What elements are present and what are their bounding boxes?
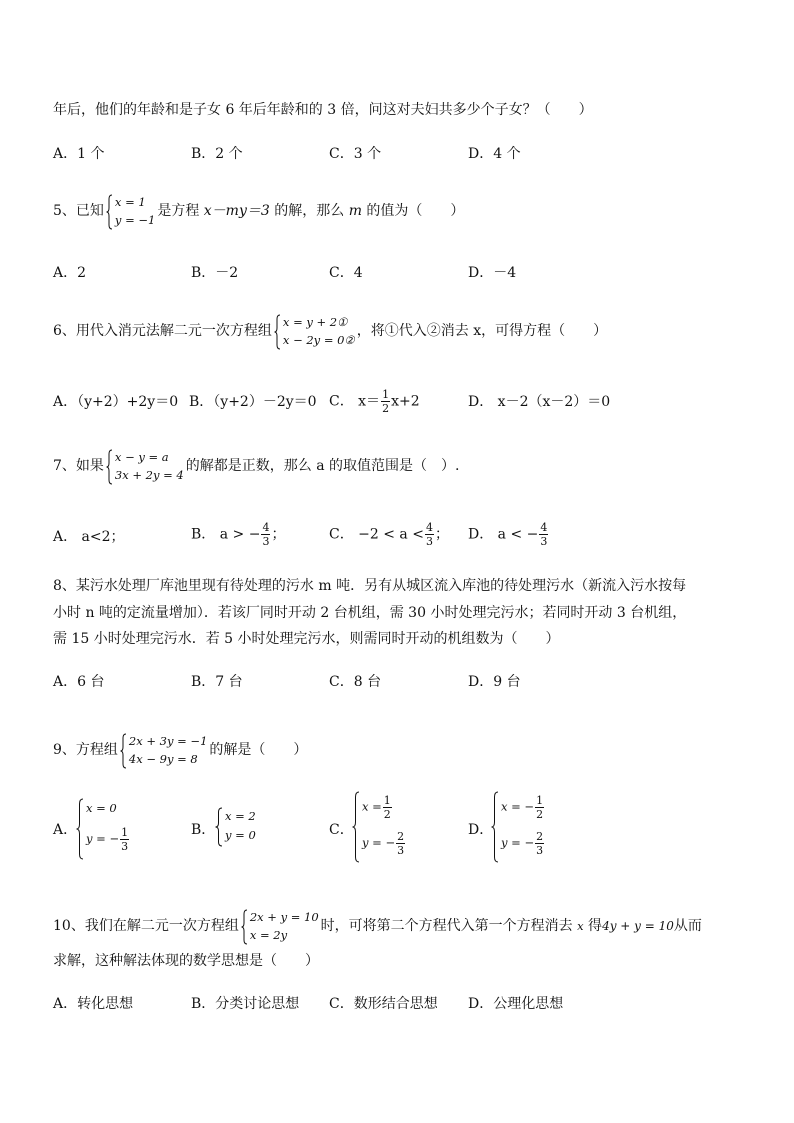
q9-option-b-system [215, 807, 265, 847]
fraction-numerator: 4 [262, 521, 270, 534]
q8-option-b: B．7 台 [191, 674, 243, 690]
question-8-line-1: 8、某污水处理厂库池里现有待处理的污水 m 吨．另有从城区流入库池的待处理污水（新流入污水按每 [53, 578, 687, 594]
brace-icon [241, 909, 248, 945]
q10-suffix: 从而 [673, 918, 702, 934]
q7-option-c-prefix: C． −2 < a < [329, 526, 424, 543]
q5-sys-row-2: y = −1 [114, 213, 156, 227]
q9-a-fraction [120, 826, 129, 853]
question-8-line-2: 小时 n 吨的定流量增加）．若该厂同时开动 2 台机组，需 30 小时处理完污水；若同时开动 3 台机组， [53, 605, 687, 621]
brace-icon [106, 194, 113, 230]
q9-option-a-label: A． [53, 822, 78, 838]
q9-prefix: 9、方程组 [53, 742, 118, 758]
question-8-line-3: 需 15 小时处理完污水．若 5 小时处理完污水，则需同时开动的机组数为（ ） [53, 631, 560, 647]
fraction-numerator: 1 [536, 794, 544, 807]
q7-option-b-prefix: B． a > − [191, 526, 261, 543]
q5-equation-system [106, 193, 155, 229]
fraction-denominator: 2 [536, 808, 544, 821]
q9-d-row-1 [501, 794, 545, 821]
fraction-numerator: 4 [425, 521, 433, 534]
fraction-denominator: 3 [121, 840, 129, 853]
q9-a-row-2 [86, 826, 130, 853]
q5-text-a: 是方程 [157, 203, 204, 219]
q9-option-a-system [76, 798, 136, 860]
q9-b-row-1: x = 2 [225, 809, 256, 823]
q9-c-fraction-1 [383, 794, 392, 821]
option-c: C．3 个 [329, 146, 382, 162]
fraction-numerator: 1 [121, 826, 129, 839]
q5-text-b: 的解，那么 [269, 203, 349, 219]
q7-option-c-suffix: ； [434, 526, 449, 543]
q7-sys-row-2: 3x + 2y = 4 [114, 468, 184, 482]
q6-option-c-prefix: C． x＝ [329, 393, 381, 410]
q8-option-a: A．6 台 [53, 674, 105, 690]
q9-c-row-1-text: x = [362, 799, 382, 814]
q6-option-b: B．（y+2）－2y＝0 [189, 394, 317, 410]
q8-option-c: C．8 台 [329, 674, 382, 690]
q6-option-a: A．（y+2）+2y＝0 [53, 394, 179, 410]
fraction-denominator: 2 [383, 808, 391, 821]
fraction-denominator: 3 [540, 535, 548, 548]
q7-option-b [191, 521, 285, 548]
q5-prefix: 5、已知 [53, 203, 104, 219]
brace-icon [76, 798, 84, 860]
q9-d-row-2-text: y = − [501, 835, 535, 850]
q10-option-d: D．公理化思想 [468, 996, 564, 1012]
q7-option-a: A． a<2； [53, 529, 125, 545]
brace-icon [106, 449, 113, 485]
q5-equation: x－my＝3 [203, 203, 270, 219]
q6-sys-row-2: x − 2y = 0② [282, 333, 355, 347]
q10-option-a: A．转化思想 [53, 996, 134, 1012]
q6-equation-system [274, 313, 355, 349]
q7-option-b-suffix: ； [271, 526, 286, 543]
option-d: D．4 个 [468, 146, 521, 162]
q5-option-a: A．2 [53, 265, 87, 281]
q5-sys-row-1: x = 1 [114, 195, 146, 209]
fraction-numerator: 2 [536, 830, 544, 843]
q9-option-b-label: B． [191, 822, 216, 838]
q7-option-c-fraction [425, 521, 434, 548]
q9-c-row-2-text: y = − [362, 835, 396, 850]
question-7 [53, 448, 459, 484]
brace-icon [491, 791, 499, 863]
q10-mid: 时，可将第二个方程代入第一个方程消去 [320, 918, 578, 934]
fraction-denominator: 2 [382, 402, 390, 415]
question-text-continued: 年后，他们的年龄和是子女 6 年后年龄和的 3 倍，问这对夫妇共多少个子女？（ ） [53, 102, 593, 118]
q9-sys-row-1: 2x + 3y = −1 [128, 734, 208, 748]
q9-d-fraction-2 [535, 830, 544, 857]
question-5 [53, 193, 464, 229]
q9-a-row-2-text: y = − [86, 831, 120, 846]
q7-option-d-fraction [539, 521, 548, 548]
q10-option-c: C．数形结合思想 [329, 996, 438, 1012]
q9-option-d-label: D． [468, 822, 494, 838]
fraction-denominator: 3 [262, 535, 270, 548]
q5-variable: m [348, 203, 362, 219]
brace-icon [215, 807, 223, 847]
q7-option-c [329, 521, 449, 548]
q7-equation-system [106, 448, 184, 484]
brace-icon [352, 791, 360, 863]
q5-text-c: 的值为（ ） [361, 203, 465, 219]
q10-sys-row-1: 2x + y = 10 [249, 910, 319, 924]
fraction-numerator: 1 [382, 388, 390, 401]
q9-option-c-system [352, 791, 422, 863]
q9-option-d-system [491, 791, 566, 863]
q10-sys-row-2: x = 2y [249, 928, 288, 942]
question-9 [53, 732, 307, 768]
q5-option-d: D．－4 [468, 265, 517, 281]
q9-suffix: 的解是（ ） [209, 742, 308, 758]
q10-equation-system [241, 908, 319, 944]
q9-b-row-2: y = 0 [225, 828, 256, 842]
q7-prefix: 7、如果 [53, 458, 104, 474]
q10-variable: x [577, 919, 584, 933]
question-10 [53, 908, 702, 944]
q9-c-row-2 [362, 830, 406, 857]
q7-suffix: 的解都是正数，那么 a 的取值范围是（ ）. [185, 458, 460, 474]
question-6 [53, 313, 607, 349]
q9-d-fraction-1 [535, 794, 544, 821]
q10-mid2: 得 [583, 918, 603, 934]
q9-d-row-2 [501, 830, 545, 857]
fraction-numerator: 1 [383, 794, 391, 807]
q5-option-c: C．4 [329, 265, 363, 281]
option-a: A．1 个 [53, 146, 105, 162]
question-10-line-2: 求解，这种解法体现的数学思想是（ ） [53, 953, 319, 969]
q7-option-b-fraction [261, 521, 270, 548]
q7-sys-row-1: x − y = a [114, 450, 169, 464]
q9-a-row-1: x = 0 [86, 801, 117, 815]
fraction-numerator: 2 [397, 830, 405, 843]
q6-option-c [329, 388, 420, 415]
option-b: B．2 个 [191, 146, 243, 162]
q6-prefix: 6、用代入消元法解二元一次方程组 [53, 323, 272, 339]
brace-icon [120, 733, 127, 769]
q6-option-c-suffix: x+2 [391, 393, 420, 410]
q9-d-row-1-text: x = − [501, 799, 535, 814]
fraction-denominator: 3 [425, 535, 433, 548]
q6-option-d: D． x－2（x－2）＝0 [468, 394, 611, 410]
q9-c-row-1 [362, 794, 393, 821]
q10-equation: 4y + y = 10 [602, 919, 674, 933]
q9-equation-system [120, 732, 207, 768]
q6-suffix: ，将①代入②消去 x，可得方程（ ） [356, 323, 608, 339]
q6-option-c-fraction [381, 388, 390, 415]
q9-c-fraction-2 [396, 830, 405, 857]
q9-option-c-label: C． [329, 822, 354, 838]
fraction-numerator: 4 [540, 521, 548, 534]
fraction-denominator: 3 [397, 844, 405, 857]
q10-prefix: 10、我们在解二元一次方程组 [53, 918, 239, 934]
q9-sys-row-2: 4x − 9y = 8 [128, 752, 198, 766]
brace-icon [274, 314, 281, 350]
q10-option-b: B．分类讨论思想 [191, 996, 300, 1012]
q7-option-d-prefix: D． a < − [468, 526, 539, 543]
q8-option-d: D．9 台 [468, 674, 521, 690]
q7-option-d [468, 521, 549, 548]
q5-option-b: B．－2 [191, 265, 239, 281]
q6-sys-row-1: x = y + 2① [282, 315, 348, 329]
fraction-denominator: 3 [536, 844, 544, 857]
